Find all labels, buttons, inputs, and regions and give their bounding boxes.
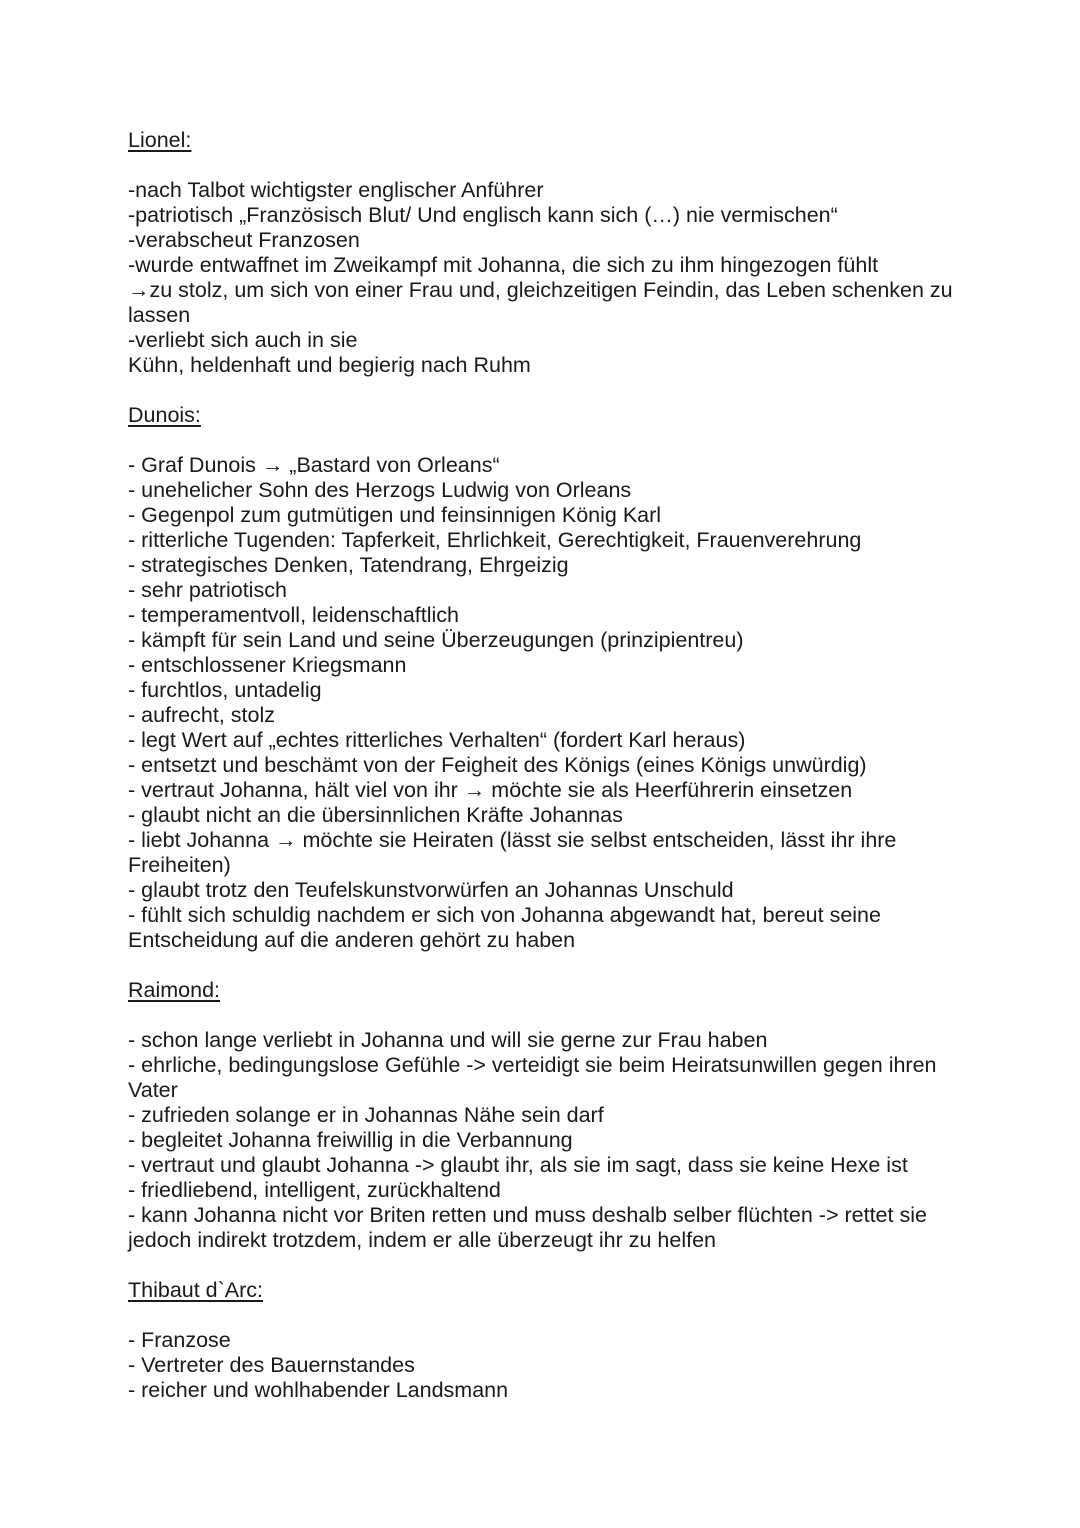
list-item: -verliebt sich auch in sie [128, 328, 358, 352]
list-item: Kühn, heldenhaft und begierig nach Ruhm [128, 353, 531, 377]
list-item: - Gegenpol zum gutmütigen und feinsinnigen König Karl [128, 503, 662, 527]
section-lionel [128, 128, 958, 378]
list-item: - entsetzt und beschämt von der Feigheit des Königs (eines Königs unwürdig) [128, 753, 867, 777]
section-raimond [128, 978, 958, 1253]
document-page [128, 128, 958, 1403]
section-heading: Thibaut d`Arc: [128, 1278, 264, 1302]
list-item: - strategisches Denken, Tatendrang, Ehrgeizig [128, 553, 569, 577]
list-item: - sehr patriotisch [128, 578, 287, 602]
list-item: - zufrieden solange er in Johannas Nähe sein darf [128, 1103, 604, 1127]
list-item: -wurde entwaffnet im Zweikampf mit Johanna, die sich zu ihm hingezogen fühlt [128, 253, 879, 277]
list-item: - friedliebend, intelligent, zurückhaltend [128, 1178, 501, 1202]
list-item: - unehelicher Sohn des Herzogs Ludwig von Orleans [128, 478, 632, 502]
list-item: - Graf Dunois → „Bastard von Orleans“ [128, 453, 500, 477]
list-item: - liebt Johanna → möchte sie Heiraten (lässt sie selbst entscheiden, lässt ihr ihre Freiheiten) [128, 828, 897, 877]
list-item: -verabscheut Franzosen [128, 228, 360, 252]
list-item: - glaubt nicht an die übersinnlichen Kräfte Johannas [128, 803, 623, 827]
list-item: - Vertreter des Bauernstandes [128, 1353, 415, 1377]
list-item: - glaubt trotz den Teufelskunstvorwürfen an Johannas Unschuld [128, 878, 734, 902]
list-item: - ehrliche, bedingungslose Gefühle -> verteidigt sie beim Heiratsunwillen gegen ihren Vater [128, 1053, 937, 1102]
list-item: - vertraut und glaubt Johanna -> glaubt ihr, als sie im sagt, dass sie keine Hexe ist [128, 1153, 908, 1177]
list-item: - temperamentvoll, leidenschaftlich [128, 603, 460, 627]
list-item: - furchtlos, untadelig [128, 678, 322, 702]
list-item: - begleitet Johanna freiwillig in die Verbannung [128, 1128, 573, 1152]
list-item: - kämpft für sein Land und seine Überzeugungen (prinzipientreu) [128, 628, 744, 652]
list-item: - aufrecht, stolz [128, 703, 275, 727]
list-item: -patriotisch „Französisch Blut/ Und englisch kann sich (…) nie vermischen“ [128, 203, 838, 227]
section-heading: Lionel: [128, 128, 192, 152]
list-item: - legt Wert auf „echtes ritterliches Verhalten“ (fordert Karl heraus) [128, 728, 746, 752]
list-item: - Franzose [128, 1328, 231, 1352]
list-item: →zu stolz, um sich von einer Frau und, gleichzeitigen Feindin, das Leben schenken zu lassen [128, 278, 953, 327]
section-dunois [128, 403, 958, 953]
list-item: - fühlt sich schuldig nachdem er sich von Johanna abgewandt hat, bereut seine Entscheidung auf die anderen gehört zu haben [128, 903, 881, 952]
list-item: -nach Talbot wichtigster englischer Anführer [128, 178, 544, 202]
section-heading: Dunois: [128, 403, 201, 427]
list-item: - ritterliche Tugenden: Tapferkeit, Ehrlichkeit, Gerechtigkeit, Frauenverehrung [128, 528, 862, 552]
list-item: - vertraut Johanna, hält viel von ihr → möchte sie als Heerführerin einsetzen [128, 778, 853, 802]
section-thibaut [128, 1278, 958, 1403]
list-item: - schon lange verliebt in Johanna und will sie gerne zur Frau haben [128, 1028, 768, 1052]
list-item: - kann Johanna nicht vor Briten retten und muss deshalb selber flüchten -> rettet sie jedoch indirekt trotzdem, indem er alle überzeugt ihr zu helfen [128, 1203, 927, 1252]
section-heading: Raimond: [128, 978, 221, 1002]
list-item: - reicher und wohlhabender Landsmann [128, 1378, 509, 1402]
list-item: - entschlossener Kriegsmann [128, 653, 407, 677]
